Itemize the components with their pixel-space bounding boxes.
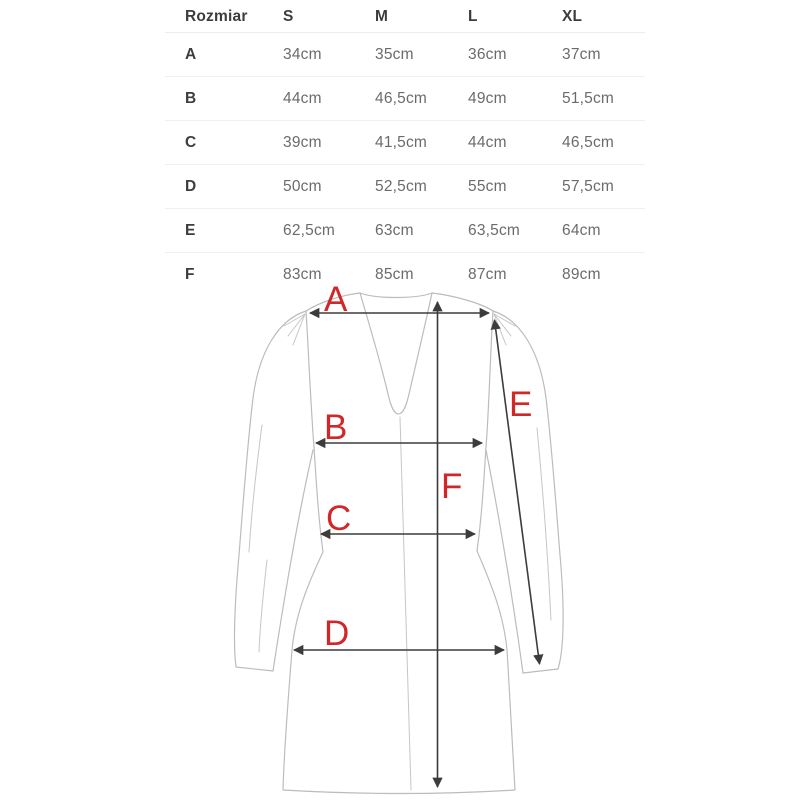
row-label: B — [185, 89, 197, 107]
diagram-label-f: F — [441, 467, 463, 506]
dress-outline-graphic — [235, 293, 564, 794]
column-header-s: S — [283, 8, 294, 25]
diagram-label-a: A — [324, 280, 348, 319]
cell-value: 49cm — [468, 89, 507, 107]
cell-value: 85cm — [375, 265, 414, 283]
cell-value: 64cm — [562, 221, 601, 239]
diagram-label-b: B — [324, 408, 348, 447]
cell-value: 87cm — [468, 265, 507, 283]
diagram-label-d: D — [324, 614, 350, 653]
cell-value: 39cm — [283, 133, 322, 151]
row-label: E — [185, 221, 196, 239]
cell-value: 89cm — [562, 265, 601, 283]
cell-value: 52,5cm — [375, 177, 428, 195]
cell-value: 55cm — [468, 177, 507, 195]
row-label: C — [185, 133, 197, 151]
column-header-m: M — [375, 8, 389, 25]
measurement-arrows — [294, 302, 540, 787]
cell-value: 63cm — [375, 221, 414, 239]
cell-value: 46,5cm — [562, 133, 615, 151]
cell-value: 83cm — [283, 265, 322, 283]
diagram-label-c: C — [326, 499, 352, 538]
row-label: A — [185, 45, 197, 63]
cell-value: 51,5cm — [562, 89, 615, 107]
arrow-e — [495, 320, 540, 664]
cell-value: 35cm — [375, 45, 414, 63]
cell-value: 36cm — [468, 45, 507, 63]
cell-value: 44cm — [283, 89, 322, 107]
measurement-labels — [324, 280, 532, 653]
row-label: F — [185, 265, 195, 283]
cell-value: 44cm — [468, 133, 507, 151]
cell-value: 57,5cm — [562, 177, 615, 195]
cell-value: 62,5cm — [283, 221, 336, 239]
cell-value: 41,5cm — [375, 133, 428, 151]
row-label: D — [185, 177, 197, 195]
cell-value: 50cm — [283, 177, 322, 195]
cell-value: 46,5cm — [375, 89, 428, 107]
cell-value: 37cm — [562, 45, 601, 63]
column-header-xl: XL — [562, 8, 583, 25]
cell-value: 63,5cm — [468, 221, 521, 239]
cell-value: 34cm — [283, 45, 322, 63]
column-header-l: L — [468, 8, 478, 25]
column-header-rozmiar: Rozmiar — [185, 8, 248, 25]
diagram-label-e: E — [509, 385, 533, 424]
